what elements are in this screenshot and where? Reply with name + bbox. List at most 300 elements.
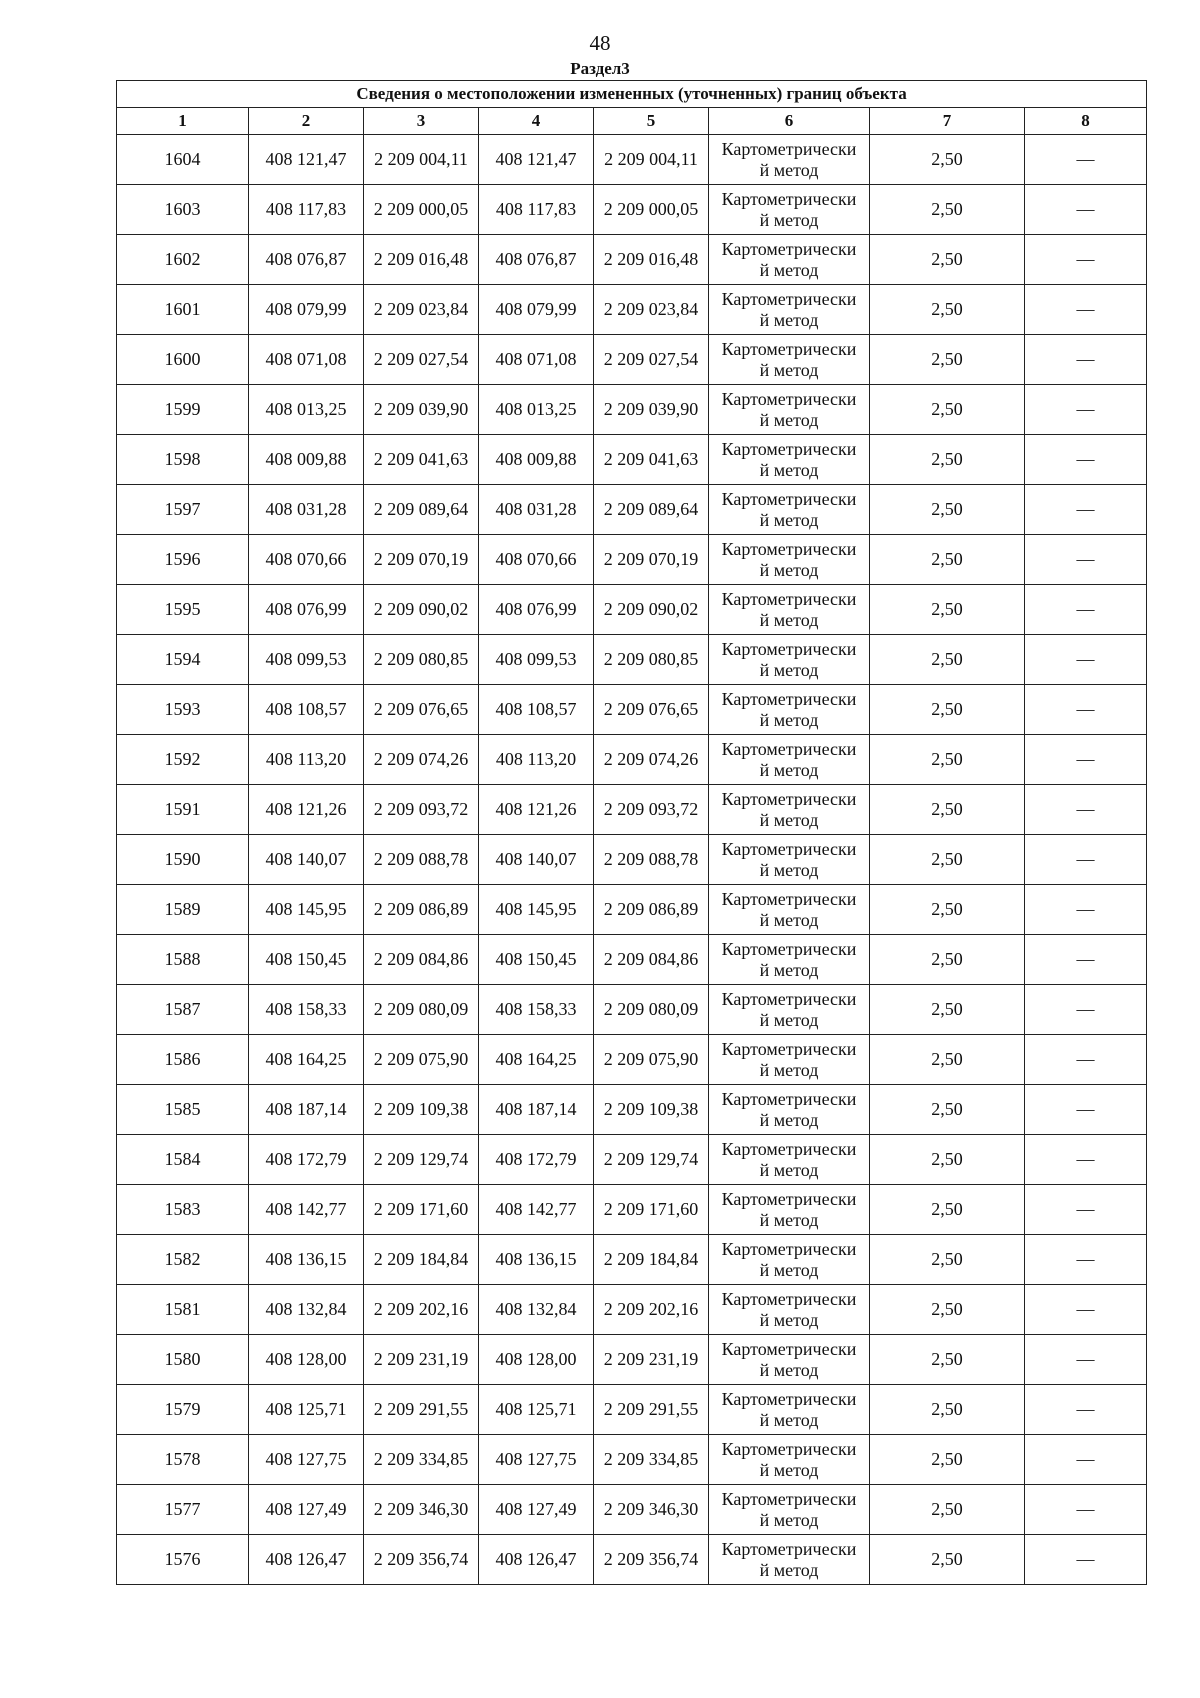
y-coordinate-cell: 2 209 080,09 xyxy=(364,985,479,1035)
column-number: 6 xyxy=(709,108,870,135)
accuracy-cell: 2,50 xyxy=(870,1285,1025,1335)
method-text-line: Картометрически xyxy=(721,938,857,959)
y-coordinate-new-cell: 2 209 356,74 xyxy=(594,1535,709,1585)
coordinates-table xyxy=(116,80,1147,1585)
method-text-line: й метод xyxy=(759,1209,819,1230)
y-coordinate-cell: 2 209 090,02 xyxy=(364,585,479,635)
y-coordinate-new-cell: 2 209 080,09 xyxy=(594,985,709,1035)
point-number-cell: 1576 xyxy=(117,1535,249,1585)
method-cell xyxy=(709,1185,870,1235)
x-coordinate-new-cell: 408 187,14 xyxy=(479,1085,594,1135)
y-coordinate-cell: 2 209 080,85 xyxy=(364,635,479,685)
x-coordinate-new-cell: 408 142,77 xyxy=(479,1185,594,1235)
y-coordinate-new-cell: 2 209 070,19 xyxy=(594,535,709,585)
method-text-line: й метод xyxy=(759,659,819,680)
accuracy-cell: 2,50 xyxy=(870,885,1025,935)
method-cell xyxy=(709,1385,870,1435)
table-body xyxy=(117,135,1147,1585)
x-coordinate-new-cell: 408 076,99 xyxy=(479,585,594,635)
method-cell xyxy=(709,835,870,885)
table-row xyxy=(117,685,1147,735)
method-cell xyxy=(709,1535,870,1585)
method-text-line: Картометрически xyxy=(721,1038,857,1059)
method-text-line: Картометрически xyxy=(721,338,857,359)
y-coordinate-cell: 2 209 039,90 xyxy=(364,385,479,435)
x-coordinate-new-cell: 408 099,53 xyxy=(479,635,594,685)
description-cell: — xyxy=(1025,585,1147,635)
y-coordinate-cell: 2 209 088,78 xyxy=(364,835,479,885)
point-number-cell: 1591 xyxy=(117,785,249,835)
table-row xyxy=(117,1335,1147,1385)
method-text-line: й метод xyxy=(759,709,819,730)
description-cell: — xyxy=(1025,785,1147,835)
method-text-line: Картометрически xyxy=(721,388,857,409)
x-coordinate-cell: 408 164,25 xyxy=(249,1035,364,1085)
table-row xyxy=(117,885,1147,935)
x-coordinate-new-cell: 408 132,84 xyxy=(479,1285,594,1335)
point-number-cell: 1586 xyxy=(117,1035,249,1085)
table-row xyxy=(117,785,1147,835)
method-text-line: й метод xyxy=(759,259,819,280)
description-cell: — xyxy=(1025,135,1147,185)
table-caption: Сведения о местоположении измененных (уточненных) границ объекта xyxy=(117,81,1147,108)
method-text-line: й метод xyxy=(759,1309,819,1330)
y-coordinate-cell: 2 209 016,48 xyxy=(364,235,479,285)
method-text-line: Картометрически xyxy=(721,838,857,859)
accuracy-cell: 2,50 xyxy=(870,1335,1025,1385)
y-coordinate-new-cell: 2 209 084,86 xyxy=(594,935,709,985)
table-row xyxy=(117,1135,1147,1185)
y-coordinate-new-cell: 2 209 076,65 xyxy=(594,685,709,735)
y-coordinate-new-cell: 2 209 291,55 xyxy=(594,1385,709,1435)
point-number-cell: 1600 xyxy=(117,335,249,385)
x-coordinate-cell: 408 128,00 xyxy=(249,1335,364,1385)
x-coordinate-new-cell: 408 071,08 xyxy=(479,335,594,385)
x-coordinate-new-cell: 408 125,71 xyxy=(479,1385,594,1435)
table-row xyxy=(117,285,1147,335)
column-number: 3 xyxy=(364,108,479,135)
x-coordinate-cell: 408 136,15 xyxy=(249,1235,364,1285)
table-row xyxy=(117,235,1147,285)
y-coordinate-cell: 2 209 070,19 xyxy=(364,535,479,585)
method-text-line: й метод xyxy=(759,409,819,430)
method-text-line: й метод xyxy=(759,1559,819,1580)
accuracy-cell: 2,50 xyxy=(870,435,1025,485)
method-text-line: Картометрически xyxy=(721,238,857,259)
method-text-line: Картометрически xyxy=(721,738,857,759)
accuracy-cell: 2,50 xyxy=(870,1135,1025,1185)
x-coordinate-cell: 408 070,66 xyxy=(249,535,364,585)
point-number-cell: 1604 xyxy=(117,135,249,185)
x-coordinate-cell: 408 009,88 xyxy=(249,435,364,485)
accuracy-cell: 2,50 xyxy=(870,935,1025,985)
x-coordinate-cell: 408 125,71 xyxy=(249,1385,364,1435)
method-text-line: Картометрически xyxy=(721,1538,857,1559)
method-text-line: Картометрически xyxy=(721,438,857,459)
table-row xyxy=(117,1485,1147,1535)
accuracy-cell: 2,50 xyxy=(870,335,1025,385)
description-cell: — xyxy=(1025,235,1147,285)
method-text-line: й метод xyxy=(759,509,819,530)
method-cell xyxy=(709,585,870,635)
description-cell: — xyxy=(1025,1085,1147,1135)
x-coordinate-cell: 408 099,53 xyxy=(249,635,364,685)
method-cell xyxy=(709,1135,870,1185)
accuracy-cell: 2,50 xyxy=(870,1035,1025,1085)
point-number-cell: 1601 xyxy=(117,285,249,335)
y-coordinate-new-cell: 2 209 000,05 xyxy=(594,185,709,235)
accuracy-cell: 2,50 xyxy=(870,235,1025,285)
y-coordinate-cell: 2 209 089,64 xyxy=(364,485,479,535)
x-coordinate-new-cell: 408 158,33 xyxy=(479,985,594,1035)
y-coordinate-new-cell: 2 209 080,85 xyxy=(594,635,709,685)
x-coordinate-new-cell: 408 127,49 xyxy=(479,1485,594,1535)
x-coordinate-new-cell: 408 172,79 xyxy=(479,1135,594,1185)
method-cell xyxy=(709,1235,870,1285)
x-coordinate-new-cell: 408 076,87 xyxy=(479,235,594,285)
x-coordinate-cell: 408 187,14 xyxy=(249,1085,364,1135)
accuracy-cell: 2,50 xyxy=(870,1485,1025,1535)
x-coordinate-cell: 408 113,20 xyxy=(249,735,364,785)
y-coordinate-new-cell: 2 209 090,02 xyxy=(594,585,709,635)
x-coordinate-new-cell: 408 136,15 xyxy=(479,1235,594,1285)
accuracy-cell: 2,50 xyxy=(870,135,1025,185)
point-number-cell: 1594 xyxy=(117,635,249,685)
x-coordinate-cell: 408 071,08 xyxy=(249,335,364,385)
accuracy-cell: 2,50 xyxy=(870,185,1025,235)
description-cell: — xyxy=(1025,1435,1147,1485)
table-row xyxy=(117,1035,1147,1085)
x-coordinate-new-cell: 408 009,88 xyxy=(479,435,594,485)
accuracy-cell: 2,50 xyxy=(870,1385,1025,1435)
column-number: 8 xyxy=(1025,108,1147,135)
table-row xyxy=(117,535,1147,585)
x-coordinate-cell: 408 121,47 xyxy=(249,135,364,185)
table-row xyxy=(117,1235,1147,1285)
method-text-line: й метод xyxy=(759,459,819,480)
x-coordinate-new-cell: 408 031,28 xyxy=(479,485,594,535)
column-number: 7 xyxy=(870,108,1025,135)
table-row xyxy=(117,135,1147,185)
method-text-line: Картометрически xyxy=(721,1138,857,1159)
y-coordinate-cell: 2 209 076,65 xyxy=(364,685,479,735)
y-coordinate-cell: 2 209 084,86 xyxy=(364,935,479,985)
accuracy-cell: 2,50 xyxy=(870,485,1025,535)
description-cell: — xyxy=(1025,185,1147,235)
table-row xyxy=(117,635,1147,685)
table-row xyxy=(117,335,1147,385)
x-coordinate-new-cell: 408 079,99 xyxy=(479,285,594,335)
accuracy-cell: 2,50 xyxy=(870,1435,1025,1485)
description-cell: — xyxy=(1025,1485,1147,1535)
y-coordinate-new-cell: 2 209 074,26 xyxy=(594,735,709,785)
table-row xyxy=(117,735,1147,785)
y-coordinate-new-cell: 2 209 184,84 xyxy=(594,1235,709,1285)
method-text-line: Картометрически xyxy=(721,588,857,609)
method-text-line: й метод xyxy=(759,909,819,930)
y-coordinate-cell: 2 209 027,54 xyxy=(364,335,479,385)
x-coordinate-cell: 408 145,95 xyxy=(249,885,364,935)
y-coordinate-new-cell: 2 209 129,74 xyxy=(594,1135,709,1185)
method-text-line: Картометрически xyxy=(721,638,857,659)
point-number-cell: 1583 xyxy=(117,1185,249,1235)
description-cell: — xyxy=(1025,1235,1147,1285)
method-cell xyxy=(709,1085,870,1135)
y-coordinate-cell: 2 209 202,16 xyxy=(364,1285,479,1335)
accuracy-cell: 2,50 xyxy=(870,835,1025,885)
x-coordinate-new-cell: 408 140,07 xyxy=(479,835,594,885)
accuracy-cell: 2,50 xyxy=(870,385,1025,435)
method-cell xyxy=(709,935,870,985)
y-coordinate-cell: 2 209 000,05 xyxy=(364,185,479,235)
y-coordinate-new-cell: 2 209 016,48 xyxy=(594,235,709,285)
table-row xyxy=(117,835,1147,885)
y-coordinate-cell: 2 209 184,84 xyxy=(364,1235,479,1285)
x-coordinate-new-cell: 408 070,66 xyxy=(479,535,594,585)
method-cell xyxy=(709,535,870,585)
y-coordinate-cell: 2 209 171,60 xyxy=(364,1185,479,1235)
accuracy-cell: 2,50 xyxy=(870,785,1025,835)
method-cell xyxy=(709,885,870,935)
x-coordinate-new-cell: 408 150,45 xyxy=(479,935,594,985)
column-number-row xyxy=(117,108,1147,135)
point-number-cell: 1578 xyxy=(117,1435,249,1485)
accuracy-cell: 2,50 xyxy=(870,535,1025,585)
method-text-line: й метод xyxy=(759,1009,819,1030)
point-number-cell: 1589 xyxy=(117,885,249,935)
x-coordinate-cell: 408 076,87 xyxy=(249,235,364,285)
y-coordinate-cell: 2 209 075,90 xyxy=(364,1035,479,1085)
y-coordinate-new-cell: 2 209 041,63 xyxy=(594,435,709,485)
method-text-line: й метод xyxy=(759,759,819,780)
method-cell xyxy=(709,385,870,435)
table-row xyxy=(117,1435,1147,1485)
table-row xyxy=(117,435,1147,485)
method-text-line: й метод xyxy=(759,959,819,980)
column-number: 4 xyxy=(479,108,594,135)
description-cell: — xyxy=(1025,285,1147,335)
y-coordinate-new-cell: 2 209 109,38 xyxy=(594,1085,709,1135)
y-coordinate-new-cell: 2 209 039,90 xyxy=(594,385,709,435)
method-text-line: Картометрически xyxy=(721,288,857,309)
x-coordinate-new-cell: 408 128,00 xyxy=(479,1335,594,1385)
y-coordinate-cell: 2 209 291,55 xyxy=(364,1385,479,1435)
x-coordinate-new-cell: 408 145,95 xyxy=(479,885,594,935)
method-cell xyxy=(709,635,870,685)
point-number-cell: 1582 xyxy=(117,1235,249,1285)
x-coordinate-cell: 408 150,45 xyxy=(249,935,364,985)
method-text-line: й метод xyxy=(759,1109,819,1130)
accuracy-cell: 2,50 xyxy=(870,1185,1025,1235)
method-text-line: Картометрически xyxy=(721,138,857,159)
point-number-cell: 1584 xyxy=(117,1135,249,1185)
method-text-line: й метод xyxy=(759,1409,819,1430)
description-cell: — xyxy=(1025,335,1147,385)
method-text-line: й метод xyxy=(759,1259,819,1280)
method-text-line: Картометрически xyxy=(721,1088,857,1109)
table-row xyxy=(117,1085,1147,1135)
accuracy-cell: 2,50 xyxy=(870,635,1025,685)
table-row xyxy=(117,385,1147,435)
x-coordinate-cell: 408 142,77 xyxy=(249,1185,364,1235)
section-title: Раздел3 xyxy=(570,59,630,78)
y-coordinate-cell: 2 209 023,84 xyxy=(364,285,479,335)
y-coordinate-new-cell: 2 209 027,54 xyxy=(594,335,709,385)
description-cell: — xyxy=(1025,485,1147,535)
method-cell xyxy=(709,235,870,285)
x-coordinate-new-cell: 408 013,25 xyxy=(479,385,594,435)
x-coordinate-cell: 408 140,07 xyxy=(249,835,364,885)
method-text-line: й метод xyxy=(759,159,819,180)
method-text-line: Картометрически xyxy=(721,688,857,709)
table-row xyxy=(117,1385,1147,1435)
method-cell xyxy=(709,435,870,485)
accuracy-cell: 2,50 xyxy=(870,985,1025,1035)
column-number: 2 xyxy=(249,108,364,135)
y-coordinate-new-cell: 2 209 089,64 xyxy=(594,485,709,535)
description-cell: — xyxy=(1025,1385,1147,1435)
description-cell: — xyxy=(1025,985,1147,1035)
x-coordinate-cell: 408 132,84 xyxy=(249,1285,364,1335)
y-coordinate-cell: 2 209 231,19 xyxy=(364,1335,479,1385)
method-text-line: Картометрически xyxy=(721,788,857,809)
method-text-line: й метод xyxy=(759,1159,819,1180)
table-row xyxy=(117,1185,1147,1235)
method-cell xyxy=(709,1285,870,1335)
method-text-line: Картометрически xyxy=(721,1188,857,1209)
x-coordinate-cell: 408 079,99 xyxy=(249,285,364,335)
table-row xyxy=(117,485,1147,535)
y-coordinate-new-cell: 2 209 086,89 xyxy=(594,885,709,935)
column-number: 5 xyxy=(594,108,709,135)
y-coordinate-new-cell: 2 209 088,78 xyxy=(594,835,709,885)
method-text-line: Картометрически xyxy=(721,538,857,559)
description-cell: — xyxy=(1025,1185,1147,1235)
x-coordinate-cell: 408 108,57 xyxy=(249,685,364,735)
method-text-line: й метод xyxy=(759,1059,819,1080)
description-cell: — xyxy=(1025,635,1147,685)
y-coordinate-cell: 2 209 129,74 xyxy=(364,1135,479,1185)
x-coordinate-cell: 408 172,79 xyxy=(249,1135,364,1185)
y-coordinate-cell: 2 209 356,74 xyxy=(364,1535,479,1585)
method-text-line: Картометрически xyxy=(721,1438,857,1459)
x-coordinate-new-cell: 408 164,25 xyxy=(479,1035,594,1085)
table-row xyxy=(117,1535,1147,1585)
y-coordinate-cell: 2 209 086,89 xyxy=(364,885,479,935)
description-cell: — xyxy=(1025,835,1147,885)
y-coordinate-new-cell: 2 209 202,16 xyxy=(594,1285,709,1335)
y-coordinate-new-cell: 2 209 171,60 xyxy=(594,1185,709,1235)
accuracy-cell: 2,50 xyxy=(870,1085,1025,1135)
description-cell: — xyxy=(1025,885,1147,935)
method-text-line: й метод xyxy=(759,859,819,880)
method-text-line: Картометрически xyxy=(721,1238,857,1259)
x-coordinate-new-cell: 408 113,20 xyxy=(479,735,594,785)
y-coordinate-cell: 2 209 334,85 xyxy=(364,1435,479,1485)
table-row xyxy=(117,935,1147,985)
y-coordinate-new-cell: 2 209 004,11 xyxy=(594,135,709,185)
point-number-cell: 1598 xyxy=(117,435,249,485)
description-cell: — xyxy=(1025,735,1147,785)
method-cell xyxy=(709,335,870,385)
y-coordinate-cell: 2 209 093,72 xyxy=(364,785,479,835)
method-cell xyxy=(709,1335,870,1385)
method-text-line: й метод xyxy=(759,559,819,580)
accuracy-cell: 2,50 xyxy=(870,735,1025,785)
x-coordinate-cell: 408 121,26 xyxy=(249,785,364,835)
point-number-cell: 1587 xyxy=(117,985,249,1035)
method-cell xyxy=(709,1435,870,1485)
x-coordinate-new-cell: 408 121,26 xyxy=(479,785,594,835)
description-cell: — xyxy=(1025,1285,1147,1335)
accuracy-cell: 2,50 xyxy=(870,1535,1025,1585)
x-coordinate-cell: 408 013,25 xyxy=(249,385,364,435)
method-cell xyxy=(709,285,870,335)
table-caption-row xyxy=(117,81,1147,108)
y-coordinate-new-cell: 2 209 093,72 xyxy=(594,785,709,835)
y-coordinate-cell: 2 209 346,30 xyxy=(364,1485,479,1535)
y-coordinate-cell: 2 209 041,63 xyxy=(364,435,479,485)
x-coordinate-cell: 408 031,28 xyxy=(249,485,364,535)
method-text-line: й метод xyxy=(759,1359,819,1380)
method-cell xyxy=(709,135,870,185)
point-number-cell: 1577 xyxy=(117,1485,249,1535)
x-coordinate-cell: 408 127,49 xyxy=(249,1485,364,1535)
method-cell xyxy=(709,785,870,835)
x-coordinate-cell: 408 127,75 xyxy=(249,1435,364,1485)
point-number-cell: 1585 xyxy=(117,1085,249,1135)
y-coordinate-cell: 2 209 074,26 xyxy=(364,735,479,785)
description-cell: — xyxy=(1025,1135,1147,1185)
method-text-line: й метод xyxy=(759,609,819,630)
method-text-line: Картометрически xyxy=(721,1388,857,1409)
method-text-line: Картометрически xyxy=(721,488,857,509)
description-cell: — xyxy=(1025,1535,1147,1585)
page-number: 48 xyxy=(589,31,611,55)
accuracy-cell: 2,50 xyxy=(870,1235,1025,1285)
point-number-cell: 1595 xyxy=(117,585,249,635)
point-number-cell: 1596 xyxy=(117,535,249,585)
point-number-cell: 1579 xyxy=(117,1385,249,1435)
point-number-cell: 1599 xyxy=(117,385,249,435)
description-cell: — xyxy=(1025,385,1147,435)
method-text-line: Картометрически xyxy=(721,1288,857,1309)
method-text-line: й метод xyxy=(759,209,819,230)
description-cell: — xyxy=(1025,935,1147,985)
point-number-cell: 1603 xyxy=(117,185,249,235)
point-number-cell: 1602 xyxy=(117,235,249,285)
y-coordinate-new-cell: 2 209 334,85 xyxy=(594,1435,709,1485)
description-cell: — xyxy=(1025,435,1147,485)
description-cell: — xyxy=(1025,1335,1147,1385)
method-cell xyxy=(709,185,870,235)
table-row xyxy=(117,985,1147,1035)
y-coordinate-new-cell: 2 209 075,90 xyxy=(594,1035,709,1085)
method-text-line: Картометрически xyxy=(721,888,857,909)
table-row xyxy=(117,1285,1147,1335)
point-number-cell: 1580 xyxy=(117,1335,249,1385)
method-cell xyxy=(709,1485,870,1535)
method-text-line: й метод xyxy=(759,1509,819,1530)
point-number-cell: 1593 xyxy=(117,685,249,735)
x-coordinate-new-cell: 408 127,75 xyxy=(479,1435,594,1485)
x-coordinate-new-cell: 408 121,47 xyxy=(479,135,594,185)
method-text-line: Картометрически xyxy=(721,988,857,1009)
method-text-line: Картометрически xyxy=(721,1338,857,1359)
column-number: 1 xyxy=(117,108,249,135)
point-number-cell: 1588 xyxy=(117,935,249,985)
y-coordinate-cell: 2 209 109,38 xyxy=(364,1085,479,1135)
